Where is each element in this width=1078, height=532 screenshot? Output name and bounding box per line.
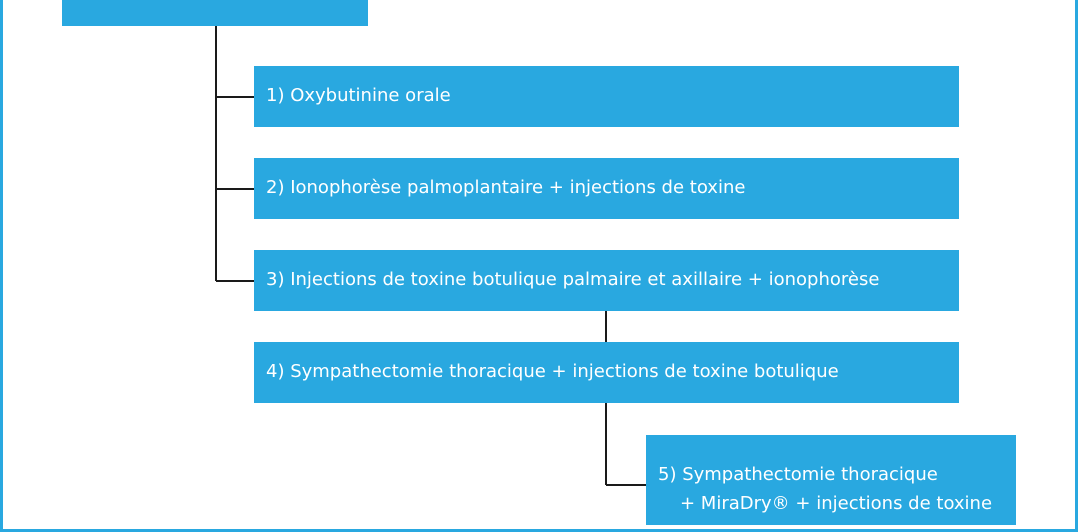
step-5-label-line-1: 5) Sympathectomie thoracique: [658, 464, 938, 485]
step-box-3: [254, 250, 959, 311]
step-box-4: [254, 342, 959, 403]
step-box-5: [646, 435, 1016, 525]
step-box-1: [254, 66, 959, 127]
step-4-label: 4) Sympathectomie thoracique + injections de toxine botulique: [266, 361, 839, 382]
step-box-2: [254, 158, 959, 219]
step-2-label: 2) Ionophorèse palmoplantaire + injections de toxine: [266, 177, 746, 198]
step-1-label: 1) Oxybutinine orale: [266, 85, 451, 106]
step-5-label-line-2: + MiraDry® + injections de toxine: [680, 493, 993, 514]
root-box: [62, 0, 368, 26]
step-5-text: [658, 460, 992, 518]
step-3-label: 3) Injections de toxine botulique palmaire et axillaire + ionophorèse: [266, 269, 880, 290]
